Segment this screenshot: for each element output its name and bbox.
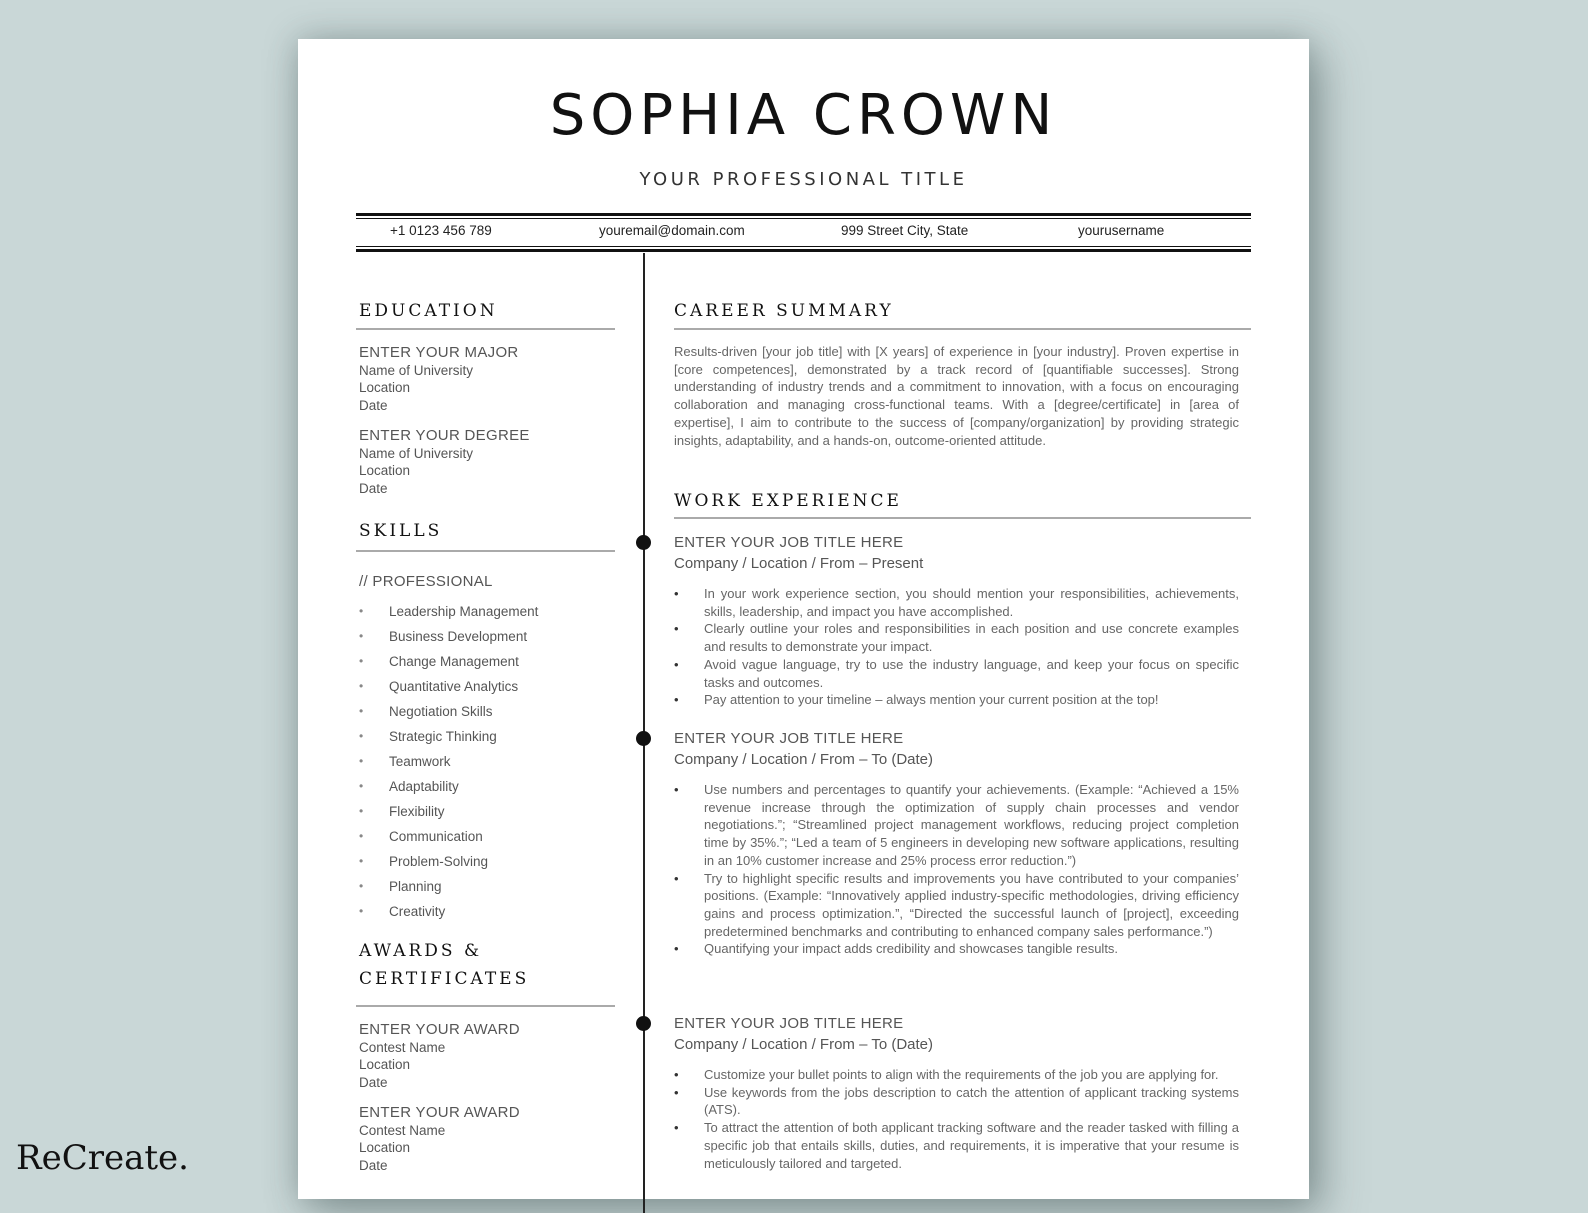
education-school: Name of University <box>359 362 474 378</box>
bullet-icon: • <box>359 629 364 643</box>
bullet-icon: • <box>359 754 364 768</box>
resume-page <box>298 39 1309 1199</box>
skills-subheading: // PROFESSIONAL <box>359 573 493 590</box>
experience-rule <box>674 517 1251 519</box>
education-location: Location <box>359 380 411 395</box>
bullet-icon: • <box>674 782 679 797</box>
award-entry <box>359 1104 520 1174</box>
skill-item <box>359 874 538 899</box>
bullet-icon: • <box>674 1120 679 1136</box>
summary-text: Results-driven [your job title] with [X years] of experience in [your industry]. Proven expertise in [core competences], demonstrated by a track record of [quantifiable successes]. Strong understanding of industry trends and a commitment to innovation, with a focus on encouraging collaboration and managing cross-functional teams. With a [degree/certificate] in [area of expertise], I aim to contribute to the success of [company/organization] by providing strategic insights, adaptability, and a hands-on, outcome-oriented attitude. <box>674 344 1239 448</box>
timeline-dot <box>636 535 651 550</box>
contact-email: youremail@domain.com <box>599 223 745 238</box>
skill-item <box>359 724 538 749</box>
professional-title: YOUR PROFESSIONAL TITLE <box>639 169 968 190</box>
skill-label: Negotiation Skills <box>389 704 493 719</box>
skill-item <box>359 699 538 724</box>
job-subtitle: Company / Location / From – Present <box>674 555 924 572</box>
skill-label: Leadership Management <box>389 604 539 619</box>
bullet-icon: • <box>674 1067 679 1082</box>
contact-username: yourusername <box>1078 223 1165 238</box>
skill-item <box>359 599 538 624</box>
bullet-icon: • <box>674 586 679 601</box>
bullet-icon: • <box>359 829 364 843</box>
job-bullet-item <box>674 781 1239 870</box>
bullet-icon: • <box>359 879 364 893</box>
job-bullet-item <box>674 1084 1239 1119</box>
job-bullet-text: Use keywords from the jobs description to catch the attention of applicant tracking systems (ATS). <box>704 1084 1239 1118</box>
award-contest: Contest Name <box>359 1039 446 1055</box>
education-date: Date <box>359 397 388 413</box>
award-date: Date <box>359 1074 388 1090</box>
skill-label: Creativity <box>389 904 446 919</box>
job-bullet-text: Use numbers and percentages to quantify your achievements. (Example: “Achieved a 15% revenue increase through the optimization of supply chain processes and vendor negotiations.”; “Streamlined project management workflows, reducing project completion time by 35%.”; “Led a team of 5 engineers in developing new software applications, resulting in an 10% customer increase and 25% process error reduction.”) <box>704 782 1239 868</box>
timeline-dot <box>636 1016 651 1031</box>
job-title: ENTER YOUR JOB TITLE HERE <box>674 534 904 551</box>
award-entry <box>359 1021 520 1091</box>
bullet-icon: • <box>359 904 364 918</box>
job-bullets <box>674 585 1239 709</box>
skills-list <box>359 599 538 924</box>
award-title: ENTER YOUR AWARD <box>359 1021 520 1038</box>
skill-item <box>359 749 538 774</box>
bullet-icon: • <box>674 692 679 708</box>
award-contest: Contest Name <box>359 1122 446 1138</box>
brand-logo: ReCreate. <box>16 1138 189 1178</box>
awards-heading: AWARDS & CERTIFICATES <box>359 941 530 989</box>
skill-item <box>359 649 538 674</box>
education-title: ENTER YOUR DEGREE <box>359 427 530 444</box>
candidate-name: SOPHIA CROWN <box>549 83 1058 148</box>
job-bullet-item <box>674 940 1239 958</box>
skill-label: Flexibility <box>389 804 445 819</box>
award-title: ENTER YOUR AWARD <box>359 1104 520 1121</box>
job-bullet-item <box>674 1066 1239 1084</box>
job-bullet-text: In your work experience section, you should mention your responsibilities, achievements, skills, leadership, and impact you have accomplished. <box>704 586 1239 619</box>
bullet-icon: • <box>674 1084 679 1100</box>
contact-address: 999 Street City, State <box>841 223 969 238</box>
skill-label: Business Development <box>389 629 528 644</box>
bullet-icon: • <box>359 729 364 743</box>
education-entry <box>359 344 519 414</box>
job-bullet-text: Pay attention to your timeline – always mention your current position at the top! <box>704 692 1159 708</box>
header-rule-top-thick <box>356 213 1251 216</box>
skill-label: Teamwork <box>389 754 451 769</box>
education-heading: EDUCATION <box>359 301 498 321</box>
bullet-icon: • <box>674 870 679 886</box>
header-rule-top-thin <box>356 218 1251 219</box>
contact-phone: +1 0123 456 789 <box>390 223 492 238</box>
education-title: ENTER YOUR MAJOR <box>359 344 519 361</box>
education-location: Location <box>359 463 411 478</box>
skill-item <box>359 624 538 649</box>
bullet-icon: • <box>359 654 364 668</box>
bullet-icon: • <box>359 854 364 868</box>
skills-heading: SKILLS <box>359 521 443 541</box>
job-bullet-item <box>674 870 1239 941</box>
job-bullet-item <box>674 620 1239 655</box>
skill-item <box>359 899 538 924</box>
job-bullet-text: Clearly outline your roles and responsibilities in each position and use concrete examples and results to demonstrate your impact. <box>704 621 1239 655</box>
summary-rule <box>674 328 1251 330</box>
awards-rule <box>356 1005 615 1007</box>
job-bullet-item <box>674 585 1239 620</box>
skill-label: Change Management <box>389 654 519 669</box>
job-bullets <box>674 1066 1239 1172</box>
award-date: Date <box>359 1157 388 1173</box>
job-bullet-text: Try to highlight specific results and improvements you have contributed to your companies’ positions. (Example: “Innovatively applied industry-specific methodologies, driving efficiency gains and process optimization.”, “Directed the successful launch of [project], exceeding predetermined benchmarks and contributing to enhanced company sales performance.”) <box>704 870 1239 939</box>
job-title: ENTER YOUR JOB TITLE HERE <box>674 1015 904 1032</box>
summary-heading: CAREER SUMMARY <box>674 301 894 321</box>
skill-label: Communication <box>389 829 483 844</box>
education-school: Name of University <box>359 445 474 461</box>
skill-item <box>359 849 538 874</box>
award-location: Location <box>359 1057 411 1072</box>
bullet-icon: • <box>674 941 679 957</box>
bullet-icon: • <box>674 656 679 672</box>
job-subtitle: Company / Location / From – To (Date) <box>674 1036 933 1053</box>
job-bullet-text: Quantifying your impact adds credibility and showcases tangible results. <box>704 941 1119 957</box>
skill-label: Planning <box>389 879 442 894</box>
bullet-icon: • <box>359 804 364 818</box>
skill-item <box>359 824 538 849</box>
skill-item <box>359 774 538 799</box>
skill-label: Problem-Solving <box>389 854 489 869</box>
award-location: Location <box>359 1140 411 1155</box>
education-date: Date <box>359 480 388 496</box>
bullet-icon: • <box>359 604 364 618</box>
job-subtitle: Company / Location / From – To (Date) <box>674 751 933 768</box>
bullet-icon: • <box>359 679 364 693</box>
bullet-icon: • <box>674 621 679 637</box>
header-rule-bottom-thin <box>356 246 1251 247</box>
job-bullet-text: To attract the attention of both applicant tracking software and the reader tasked with filling a specific job that entails skills, duties, and requirements, it is imperative that your resume is meticulously tailored and targeted. <box>704 1120 1239 1171</box>
job-bullet-item <box>674 656 1239 691</box>
job-bullet-text: Customize your bullet points to align with the requirements of the job you are applying for. <box>704 1067 1219 1082</box>
skill-label: Strategic Thinking <box>389 729 497 744</box>
skill-label: Quantitative Analytics <box>389 679 519 694</box>
job-bullet-item <box>674 1119 1239 1172</box>
job-bullet-item <box>674 691 1239 709</box>
bullet-icon: • <box>359 704 364 718</box>
education-rule <box>356 328 615 330</box>
skills-rule <box>356 550 615 552</box>
header-rule-bottom-thick <box>356 249 1251 252</box>
timeline-dot <box>636 731 651 746</box>
job-bullet-text: Avoid vague language, try to use the industry language, and keep your focus on specific tasks and outcomes. <box>704 656 1239 690</box>
job-title: ENTER YOUR JOB TITLE HERE <box>674 730 904 747</box>
job-bullets <box>674 781 1239 958</box>
bullet-icon: • <box>359 779 364 793</box>
experience-heading: WORK EXPERIENCE <box>674 491 902 511</box>
skill-item <box>359 674 538 699</box>
skill-item <box>359 799 538 824</box>
education-entry <box>359 427 530 497</box>
skill-label: Adaptability <box>389 779 459 794</box>
